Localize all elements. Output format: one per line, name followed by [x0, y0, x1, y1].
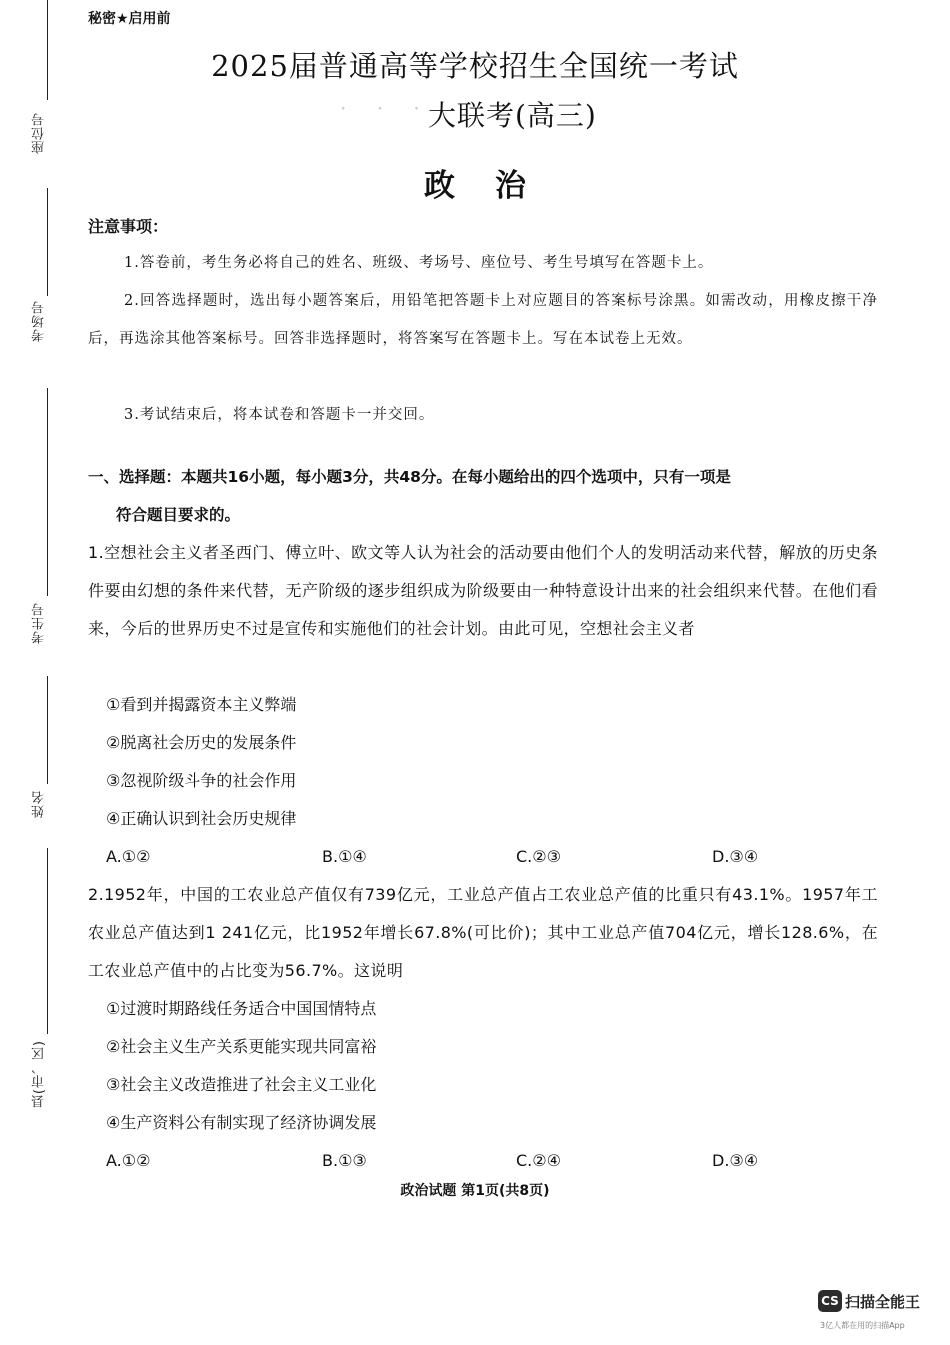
question-2-stem: 2.1952年，中国的工农业总产值仅有739亿元，工业总产值占工农业总产值的比重只有43.1%。1957年工农业总产值达到1 241亿元，比1952年增长67.8%(可比价)；其中工业总产值704亿元，增长128.6%，在工农业总产值中的占比变为56.7%。这说明 — [88, 885, 878, 980]
question-2-choice-c[interactable]: C.②④ — [516, 1151, 561, 1170]
note-2 — [88, 282, 878, 358]
question-1-item-2: ②脱离社会历史的发展条件 — [106, 733, 297, 752]
note-3-text: 3.考试结束后，将本试卷和答题卡一并交回。 — [124, 407, 435, 423]
question-1-item-1: ①看到并揭露资本主义弊端 — [106, 695, 297, 714]
question-2-choice-d[interactable]: D.③④ — [712, 1151, 759, 1170]
exam-title: 2025届普通高等学校招生全国统一考试 — [211, 49, 739, 83]
note-2-text: 2.回答选择题时，选出每小题答案后，用铅笔把答题卡上对应题目的答案标号涂黑。如需改动，用橡皮擦干净后，再选涂其他答案标号。回答非选择题时，将答案写在答题卡上。写在本试卷上无效。 — [88, 293, 878, 347]
question-1-item-4: ④正确认识到社会历史规律 — [106, 809, 297, 828]
question-1-choice-b[interactable]: B.①④ — [322, 847, 367, 866]
binding-line — [47, 388, 48, 596]
name-label: 姓名 — [32, 790, 47, 818]
watermark-name: 扫描全能王 — [845, 1292, 921, 1311]
county-label: 县(市、区) — [32, 1040, 47, 1109]
section-heading — [88, 458, 878, 534]
binding-line — [47, 676, 48, 784]
watermark-subtitle: 3亿人都在用的扫描App — [820, 1321, 905, 1330]
question-2-item-1: ①过渡时期路线任务适合中国国情特点 — [106, 999, 377, 1018]
question-2-item-4: ④生产资料公有制实现了经济协调发展 — [106, 1113, 377, 1132]
notes-heading: 注意事项： — [88, 217, 169, 236]
scanner-watermark — [818, 1290, 920, 1312]
note-1-text: 1.答卷前，考生务必将自己的姓名、班级、考场号、座位号、考生号填写在答题卡上。 — [124, 255, 714, 271]
section-line-1: 一、选择题：本题共16小题，每小题3分，共48分。在每小题给出的四个选项中，只有一项是 — [88, 468, 731, 486]
subject-title: 政治 — [424, 168, 566, 204]
room-label: 考场号 — [32, 300, 47, 342]
question-2-item-2: ②社会主义生产关系更能实现共同富裕 — [106, 1037, 377, 1056]
question-1-choice-d[interactable]: D.③④ — [712, 847, 759, 866]
examinee-label: 考生号 — [32, 602, 47, 644]
binding-line — [47, 848, 48, 1034]
question-2-item-3: ③社会主义改造推进了社会主义工业化 — [106, 1075, 377, 1094]
exam-subtitle: 大联考(高三) — [428, 99, 597, 132]
page-footer: 政治试题 第1页(共8页) — [400, 1183, 550, 1199]
question-1-choice-c[interactable]: C.②③ — [516, 847, 561, 866]
question-1-stem: 1.空想社会主义者圣西门、傅立叶、欧文等人认为社会的活动要由他们个人的发明活动来代替，解放的历史条件要由幻想的条件来代替，无产阶级的逐步组织成为阶级要由一种特意设计出来的社会组织来代替。在他们看来，今后的世界历史不过是宣传和实施他们的社会计划。由此可见，空想社会主义者 — [88, 543, 878, 638]
note-3 — [88, 396, 878, 434]
question-2-choice-a[interactable]: A.①② — [106, 1151, 151, 1170]
note-1 — [88, 244, 878, 282]
question-1-item-3: ③忽视阶级斗争的社会作用 — [106, 771, 297, 790]
question-2-choice-b[interactable]: B.①③ — [322, 1151, 367, 1170]
question-1-choice-a[interactable]: A.①② — [106, 847, 151, 866]
confidential-mark: 秘密★启用前 — [88, 11, 171, 27]
seat-label: 座位号 — [32, 112, 47, 154]
section-line-2: 符合题目要求的。 — [116, 506, 241, 524]
camscanner-icon: CS — [818, 1290, 842, 1312]
blurred-region: · · · — [340, 96, 432, 120]
